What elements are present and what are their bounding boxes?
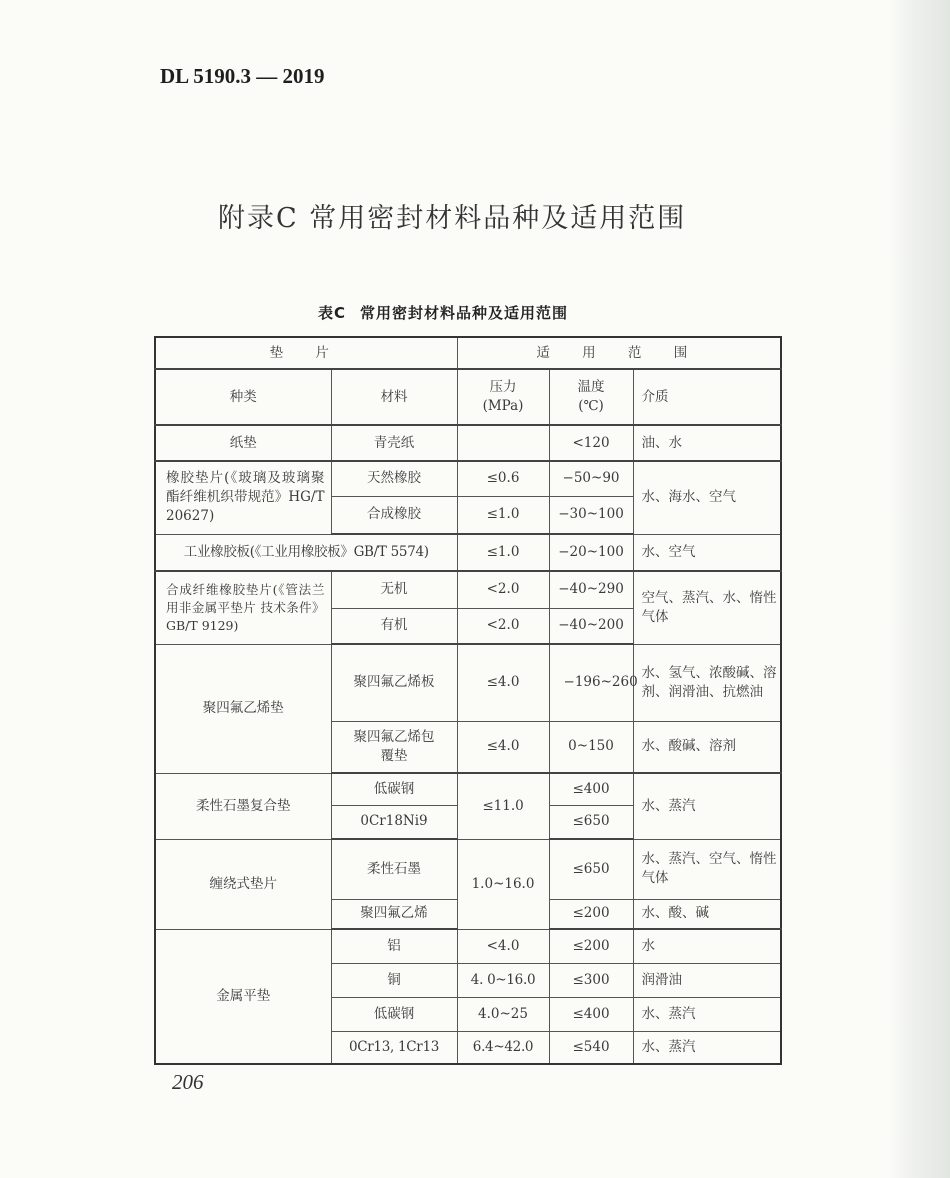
medium-cell: 水、空气 bbox=[633, 534, 781, 571]
kind-cell: 金属平垫 bbox=[155, 929, 331, 1064]
medium-cell: 水、蒸汽 bbox=[633, 773, 781, 839]
group-header-row bbox=[155, 337, 781, 369]
pressure-cell: ≤1.0 bbox=[457, 496, 549, 534]
medium-cell: 水、蒸汽、空气、惰性气体 bbox=[633, 839, 781, 899]
material-cell: 低碳钢 bbox=[331, 997, 457, 1031]
temperature-cell: ≤300 bbox=[549, 963, 633, 997]
medium-cell: 水、酸、碱 bbox=[633, 899, 781, 929]
material-cell: 合成橡胶 bbox=[331, 496, 457, 534]
gasket-group-header: 垫 片 bbox=[155, 337, 457, 369]
pressure-cell: <2.0 bbox=[457, 571, 549, 608]
pressure-header-label: 压力 bbox=[489, 379, 517, 395]
temperature-header-label: 温度 bbox=[577, 379, 605, 395]
scope-group-header: 适 用 范 围 bbox=[457, 337, 781, 369]
temperature-cell: ≤200 bbox=[549, 929, 633, 963]
appendix-title: 附录C 常用密封材料品种及适用范围 bbox=[218, 203, 687, 234]
pressure-cell: <4.0 bbox=[457, 929, 549, 963]
table-row bbox=[155, 839, 781, 899]
table-row bbox=[155, 773, 781, 805]
temperature-header-unit: (℃) bbox=[578, 398, 604, 414]
pressure-cell bbox=[457, 425, 549, 461]
kind-cell: 合成纤维橡胶垫片(《管法兰用非金属平垫片 技术条件》GB/T 9129) bbox=[155, 571, 331, 644]
temperature-cell: ≤650 bbox=[549, 839, 633, 899]
table-caption bbox=[318, 302, 568, 323]
pressure-cell: ≤1.0 bbox=[457, 534, 549, 571]
material-cell: 0Cr18Ni9 bbox=[331, 805, 457, 839]
temperature-cell: 0~150 bbox=[549, 721, 633, 773]
material-cell: 低碳钢 bbox=[331, 773, 457, 805]
kind-cell: 柔性石墨复合垫 bbox=[155, 773, 331, 839]
temperature-header bbox=[549, 369, 633, 425]
kind-cell: 工业橡胶板(《工业用橡胶板》GB/T 5574) bbox=[155, 534, 457, 571]
medium-cell: 空气、蒸汽、水、惰性气体 bbox=[633, 571, 781, 644]
temperature-cell: ≤400 bbox=[549, 773, 633, 805]
pressure-cell: ≤11.0 bbox=[457, 773, 549, 839]
medium-cell: 水、蒸汽 bbox=[633, 997, 781, 1031]
table-row bbox=[155, 534, 781, 571]
table-caption-label: 表C bbox=[318, 304, 347, 322]
pressure-cell: 4.0~25 bbox=[457, 997, 549, 1031]
material-header: 材料 bbox=[331, 369, 457, 425]
temperature-cell: −20~100 bbox=[549, 534, 633, 571]
material-cell: 无机 bbox=[331, 571, 457, 608]
medium-cell: 水、海水、空气 bbox=[633, 461, 781, 534]
medium-header: 介质 bbox=[633, 369, 781, 425]
pressure-header-unit: (MPa) bbox=[482, 398, 524, 414]
kind-header: 种类 bbox=[155, 369, 331, 425]
material-cell: 聚四氟乙烯包覆垫 bbox=[331, 721, 457, 773]
medium-cell: 水 bbox=[633, 929, 781, 963]
kind-cell: 聚四氟乙烯垫 bbox=[155, 644, 331, 773]
material-cell: 柔性石墨 bbox=[331, 839, 457, 899]
column-header-row bbox=[155, 369, 781, 425]
material-cell: 聚四氟乙烯 bbox=[331, 899, 457, 929]
document-code: DL 5190.3 — 2019 bbox=[160, 64, 325, 88]
material-cell: 青壳纸 bbox=[331, 425, 457, 461]
table-row bbox=[155, 571, 781, 608]
pressure-cell: 1.0~16.0 bbox=[457, 839, 549, 929]
material-cell: 铝 bbox=[331, 929, 457, 963]
pressure-header bbox=[457, 369, 549, 425]
pressure-cell: ≤4.0 bbox=[457, 721, 549, 773]
page-number: 206 bbox=[172, 1070, 204, 1094]
table-caption-title: 常用密封材料品种及适用范围 bbox=[360, 304, 569, 322]
table-row bbox=[155, 644, 781, 721]
temperature-cell: ≤540 bbox=[549, 1031, 633, 1064]
medium-cell: 水、酸碱、溶剂 bbox=[633, 721, 781, 773]
temperature-cell: −40~290 bbox=[549, 571, 633, 608]
medium-cell: 油、水 bbox=[633, 425, 781, 461]
material-cell: 天然橡胶 bbox=[331, 461, 457, 496]
pressure-cell: 6.4~42.0 bbox=[457, 1031, 549, 1064]
temperature-cell: ≤400 bbox=[549, 997, 633, 1031]
kind-cell: 纸垫 bbox=[155, 425, 331, 461]
sealing-materials-table bbox=[154, 336, 782, 1065]
material-cell: 聚四氟乙烯板 bbox=[331, 644, 457, 721]
material-cell: 有机 bbox=[331, 608, 457, 644]
medium-cell: 水、氢气、浓酸碱、溶剂、润滑油、抗燃油 bbox=[633, 644, 781, 721]
medium-cell: 水、蒸汽 bbox=[633, 1031, 781, 1064]
temperature-cell: <120 bbox=[549, 425, 633, 461]
table-row bbox=[155, 929, 781, 963]
kind-cell: 缠绕式垫片 bbox=[155, 839, 331, 929]
medium-cell: 润滑油 bbox=[633, 963, 781, 997]
pressure-cell: ≤0.6 bbox=[457, 461, 549, 496]
pressure-cell: ≤4.0 bbox=[457, 644, 549, 721]
temperature-cell: −30~100 bbox=[549, 496, 633, 534]
scan-edge bbox=[890, 0, 950, 1178]
material-cell: 0Cr13, 1Cr13 bbox=[331, 1031, 457, 1064]
temperature-cell: −50~90 bbox=[549, 461, 633, 496]
pressure-cell: <2.0 bbox=[457, 608, 549, 644]
temperature-cell: ≤200 bbox=[549, 899, 633, 929]
kind-cell: 橡胶垫片(《玻璃及玻璃聚酯纤维机织带规范》HG/T 20627) bbox=[155, 461, 331, 534]
temperature-cell: −196~260 bbox=[549, 644, 633, 721]
pressure-cell: 4. 0~16.0 bbox=[457, 963, 549, 997]
table-row bbox=[155, 461, 781, 496]
table-row bbox=[155, 425, 781, 461]
material-cell: 铜 bbox=[331, 963, 457, 997]
temperature-cell: ≤650 bbox=[549, 805, 633, 839]
temperature-cell: −40~200 bbox=[549, 608, 633, 644]
